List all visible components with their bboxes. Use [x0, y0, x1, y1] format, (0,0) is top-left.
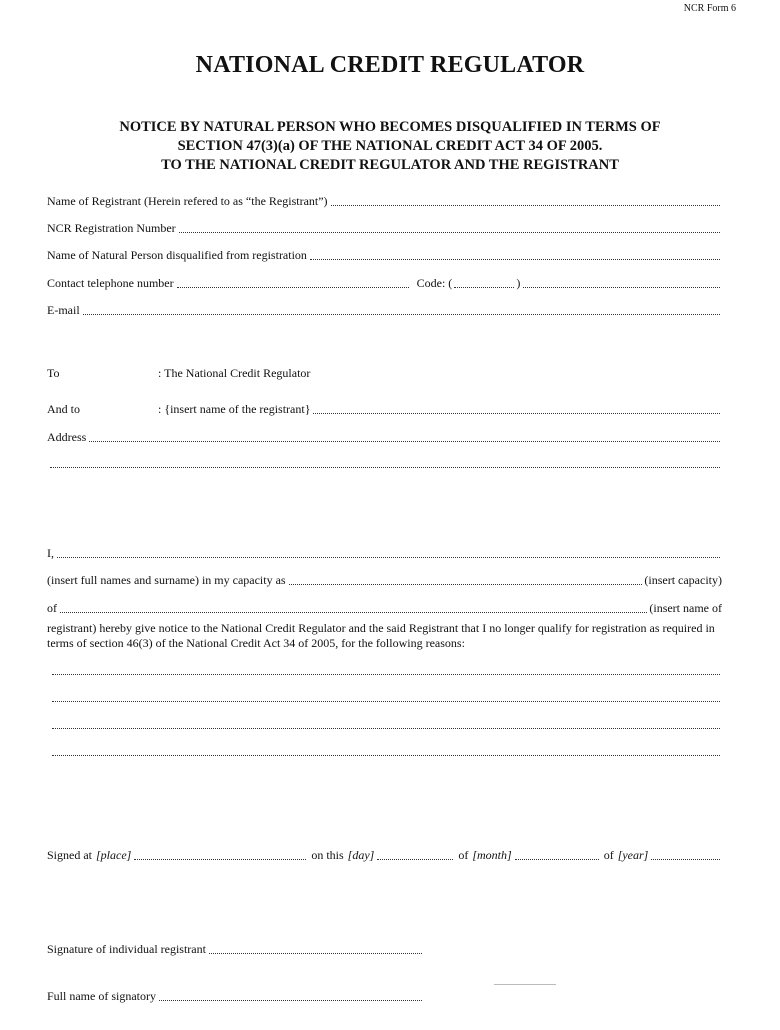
telephone-label: Contact telephone number	[47, 276, 174, 290]
place-blank[interactable]	[134, 858, 306, 860]
telephone-blank[interactable]	[177, 286, 409, 288]
address-blank[interactable]	[89, 440, 720, 442]
natural-person-label: Name of Natural Person disqualified from registration	[47, 248, 307, 262]
year-blank[interactable]	[651, 858, 720, 860]
place-label: [place]	[96, 848, 132, 862]
scan-mark	[494, 984, 556, 985]
of-month-label: of	[458, 848, 469, 862]
registrant-name-blank[interactable]	[331, 204, 720, 206]
email-blank[interactable]	[83, 313, 720, 315]
and-to-blank[interactable]	[313, 412, 720, 414]
natural-person-field[interactable]	[47, 247, 722, 263]
code-label: Code: (	[416, 276, 453, 290]
day-blank[interactable]	[377, 858, 453, 860]
registrant-name-label: Name of Registrant (Herein refered to as “the Registrant”)	[47, 194, 328, 208]
signature-field[interactable]	[47, 941, 424, 957]
month-blank[interactable]	[515, 858, 599, 860]
full-name-blank[interactable]	[159, 999, 422, 1001]
to-value: : The National Credit Regulator	[158, 366, 311, 380]
code-blank[interactable]	[454, 286, 514, 288]
ncr-number-field[interactable]	[47, 220, 722, 236]
insert-name-of-label: (insert name of	[649, 601, 722, 615]
code-close: )	[516, 276, 521, 290]
capacity-field[interactable]	[47, 572, 722, 588]
of-year-label: of	[603, 848, 614, 862]
reason-line-3[interactable]	[52, 727, 720, 729]
subtitle-line-3: TO THE NATIONAL CREDIT REGULATOR AND THE REGISTRANT	[161, 157, 619, 173]
subtitle-line-2: SECTION 47(3)(a) OF THE NATIONAL CREDIT ACT 34 OF 2005.	[177, 138, 603, 154]
declarant-name-field[interactable]	[47, 545, 722, 561]
reason-line-4[interactable]	[52, 754, 720, 756]
registrant-of-blank[interactable]	[60, 611, 647, 613]
on-this-label: on this	[311, 848, 344, 862]
page-title: NATIONAL CREDIT REGULATOR	[195, 52, 585, 78]
registrant-name-field[interactable]	[47, 193, 722, 209]
signature-label: Signature of individual registrant	[47, 942, 206, 956]
ncr-number-label: NCR Registration Number	[47, 221, 176, 235]
email-label: E-mail	[47, 303, 80, 317]
telephone-blank-2[interactable]	[523, 286, 720, 288]
full-name-label: Full name of signatory	[47, 989, 156, 1003]
full-name-field[interactable]	[47, 988, 424, 1004]
subtitle-line-1: NOTICE BY NATURAL PERSON WHO BECOMES DISQUALIFIED IN TERMS OF	[119, 119, 661, 135]
declarant-name-blank[interactable]	[57, 556, 720, 558]
and-to-field[interactable]	[47, 401, 722, 417]
address-line-2[interactable]	[50, 466, 720, 468]
capacity-blank[interactable]	[289, 583, 643, 585]
year-label: [year]	[617, 848, 649, 862]
reason-line-2[interactable]	[52, 700, 720, 702]
signature-blank[interactable]	[209, 952, 422, 954]
to-label: To	[47, 366, 60, 380]
month-label: [month]	[472, 848, 512, 862]
registrant-of-field[interactable]	[47, 600, 722, 616]
and-to-label: And to	[47, 402, 80, 416]
ncr-number-blank[interactable]	[179, 231, 720, 233]
signed-at-label: Signed at	[47, 848, 92, 862]
address-label: Address	[47, 430, 87, 444]
form-number: NCR Form 6	[683, 3, 736, 14]
capacity-label: (insert capacity)	[644, 573, 722, 587]
day-label: [day]	[347, 848, 375, 862]
signed-at-field[interactable]	[47, 847, 722, 863]
address-field[interactable]	[47, 429, 722, 445]
declaration-paragraph: registrant) hereby give notice to the National Credit Regulator and the said Registrant that I no longer qualify for registration as required in terms of section 46(3) of the National Credit Act 34 of 2005, for the following reasons:	[47, 621, 715, 650]
reason-line-1[interactable]	[52, 673, 720, 675]
i-label: I,	[47, 546, 54, 560]
and-to-value: : {insert name of the registrant}	[158, 402, 311, 416]
telephone-field[interactable]	[47, 275, 722, 291]
names-label: (insert full names and surname) in my capacity as	[47, 573, 286, 587]
natural-person-blank[interactable]	[310, 258, 720, 260]
of-label: of	[47, 601, 57, 615]
email-field[interactable]	[47, 302, 722, 318]
